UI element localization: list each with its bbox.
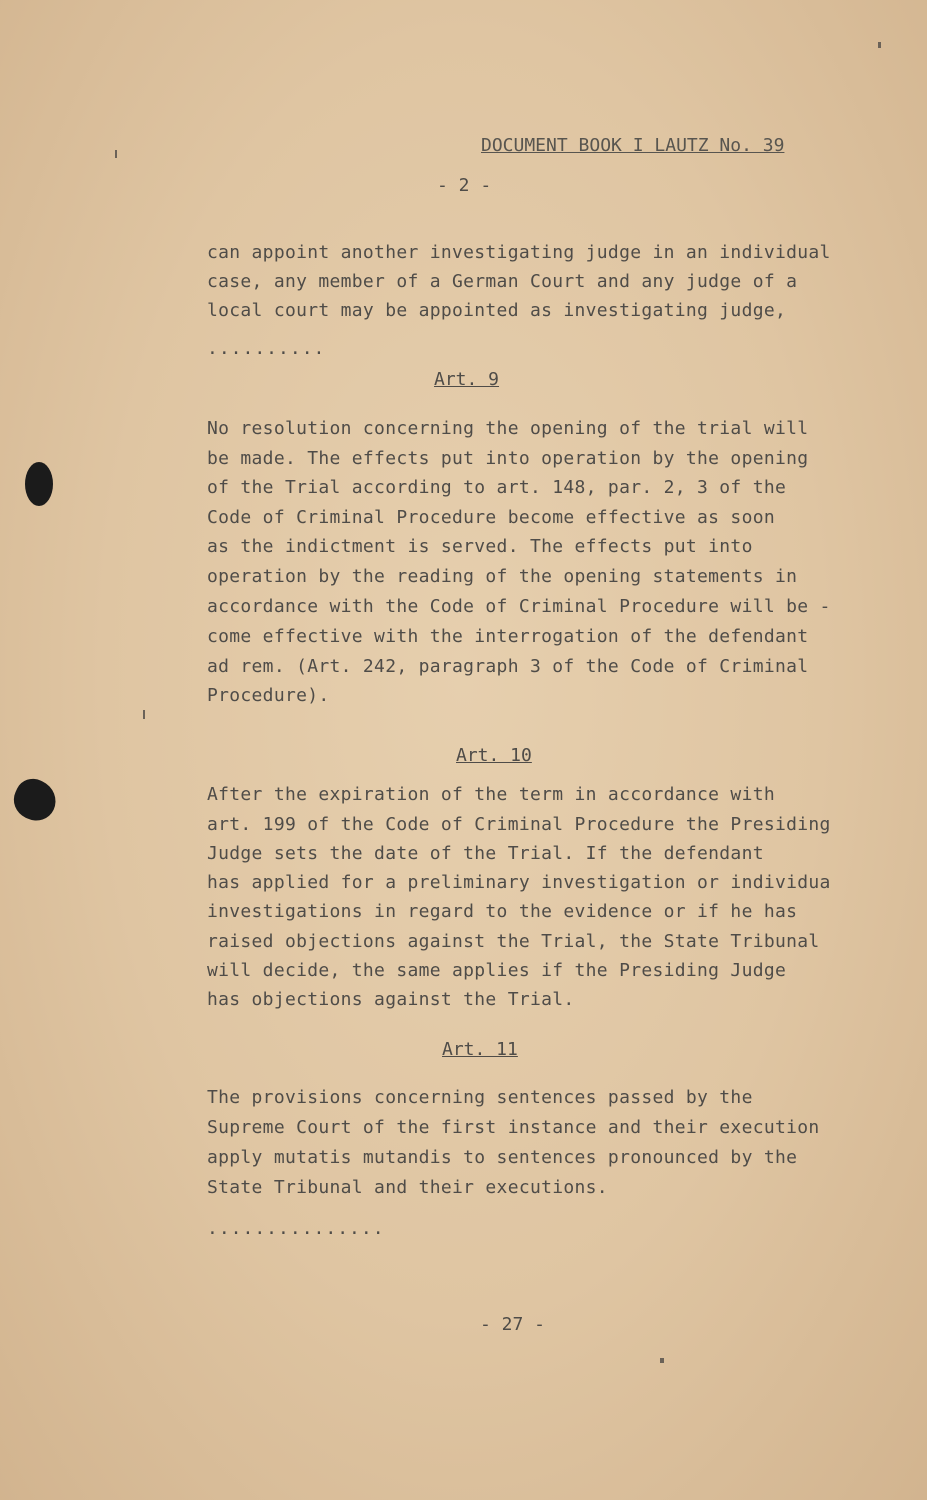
article-10-line: will decide, the same applies if the Presiding Judge [207,960,787,981]
intro-line: local court may be appointed as investigating judge, [207,300,787,321]
ellipsis-separator: .......... [207,338,326,359]
article-10-heading: Art. 10 [456,745,532,766]
article-10-line: investigations in regard to the evidence or if he has [207,901,798,922]
article-9-line: No resolution concerning the opening of the trial will [207,418,809,439]
article-10-line: raised objections against the Trial, the State Tribunal [207,931,820,952]
article-9-line: ad rem. (Art. 242, paragraph 3 of the Code of Criminal [207,656,809,677]
article-9-heading: Art. 9 [434,369,500,390]
article-10-line: After the expiration of the term in accordance with [207,784,775,805]
punch-hole-top [25,462,53,506]
page-number-top: - 2 - [437,175,492,196]
article-9-line: Procedure). [207,685,330,706]
article-9-line: Code of Criminal Procedure become effective as soon [207,507,775,528]
article-11-line: State Tribunal and their executions. [207,1177,608,1198]
article-10-line: has objections against the Trial. [207,989,575,1010]
article-9-line: be made. The effects put into operation by the opening [207,448,809,469]
article-9-line: as the indictment is served. The effects put into [207,536,753,557]
article-11-line: apply mutatis mutandis to sentences pronounced by the [207,1147,798,1168]
article-10-line: Judge sets the date of the Trial. If the defendant [207,843,764,864]
page-number-bottom: - 27 - [480,1314,546,1335]
article-9-line: of the Trial according to art. 148, par. 2, 3 of the [207,477,787,498]
article-10-line: art. 199 of the Code of Criminal Procedure the Presiding [207,814,831,835]
punch-hole-bottom [8,773,63,827]
paper-mark [660,1358,664,1363]
article-9-line: operation by the reading of the opening statements in [207,566,798,587]
article-11-heading: Art. 11 [442,1039,518,1060]
article-11-line: The provisions concerning sentences passed by the [207,1087,753,1108]
paper-mark [878,42,881,48]
paper-mark [143,710,145,719]
paper-mark [115,150,117,158]
article-11-line: Supreme Court of the first instance and their execution [207,1117,820,1138]
document-header: DOCUMENT BOOK I LAUTZ No. 39 [481,135,785,156]
article-10-line: has applied for a preliminary investigation or individua [207,872,831,893]
intro-line: can appoint another investigating judge in an individual [207,242,831,263]
intro-line: case, any member of a German Court and any judge of a [207,271,798,292]
article-9-line: come effective with the interrogation of the defendant [207,626,809,647]
article-9-line: accordance with the Code of Criminal Procedure will be - [207,596,831,617]
ellipsis-separator: ............... [207,1218,385,1239]
